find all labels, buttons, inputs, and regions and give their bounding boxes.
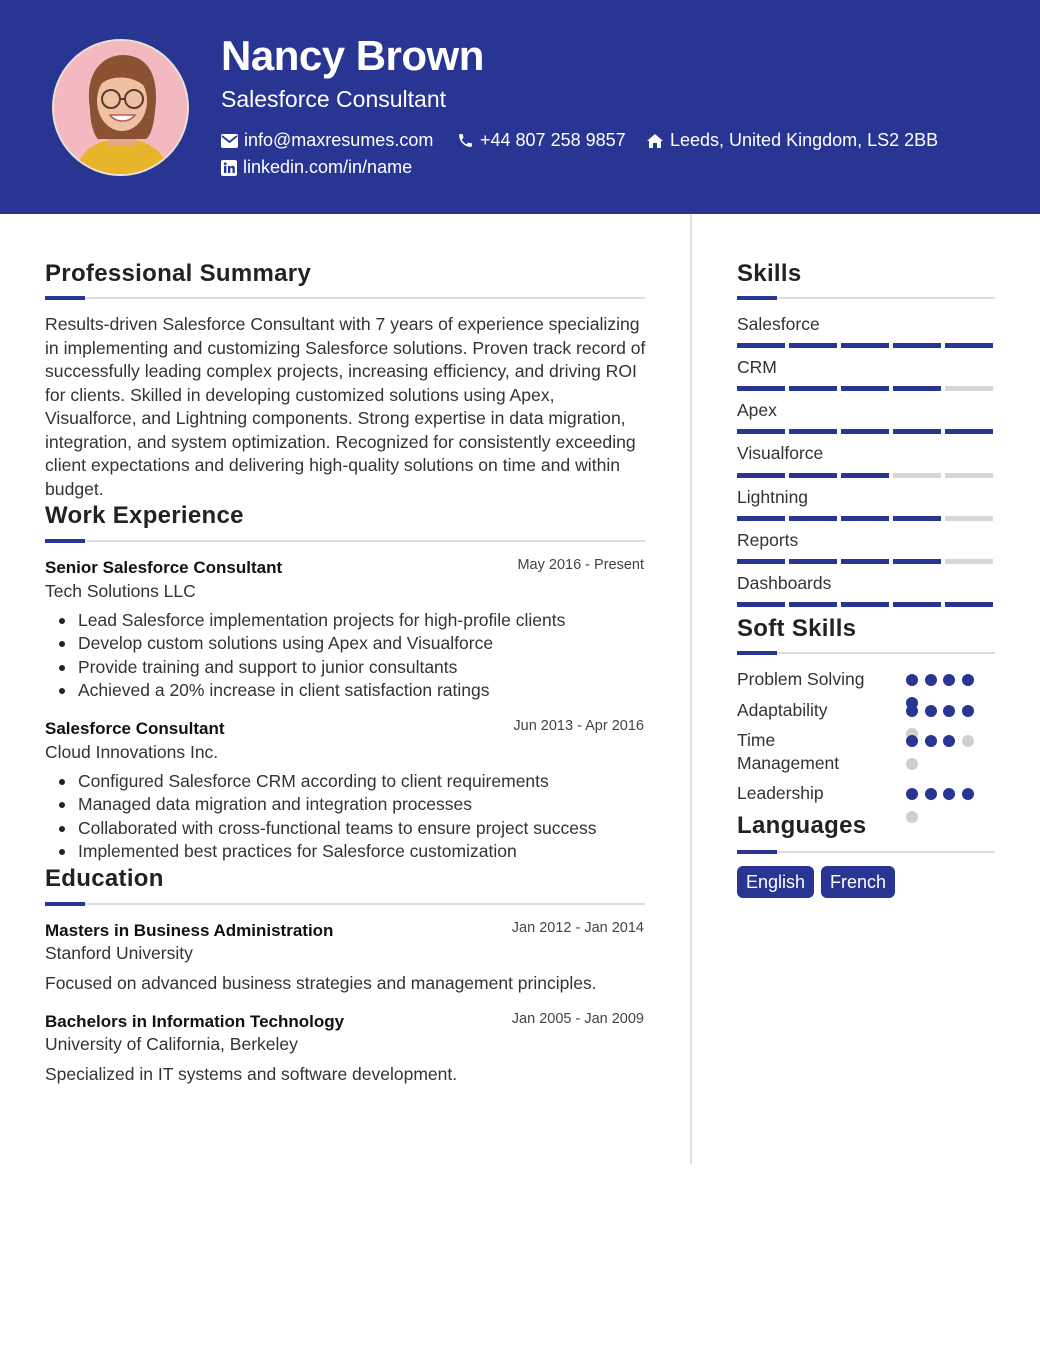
rating-dot (906, 811, 918, 823)
skill-level-segment (789, 343, 837, 348)
summary-heading: Professional Summary (45, 260, 312, 287)
list-item: Provide training and support to junior consultants (78, 656, 565, 679)
skill-level-segment (945, 343, 993, 348)
rating-dot (943, 705, 955, 717)
skill-name: CRM (737, 357, 777, 377)
skill-level-bar (737, 343, 993, 348)
job-bullets (78, 609, 565, 702)
soft-skill-name: Time Management (737, 730, 840, 773)
skill-level-segment (945, 386, 993, 391)
skill-level-segment (841, 473, 889, 478)
skills-heading-rule (737, 297, 995, 299)
phone-icon (457, 132, 474, 149)
skill-level-segment (789, 429, 837, 434)
skill-level-bar (737, 602, 993, 607)
email-text: info@maxresumes.com (244, 130, 434, 150)
education-description: Specialized in IT systems and software development. (45, 1064, 458, 1084)
job-company: Cloud Innovations Inc. (45, 742, 219, 762)
degree-dates: Jan 2005 - Jan 2009 (511, 1011, 644, 1027)
skill-level-segment (737, 516, 785, 521)
skill-level-bar (737, 429, 993, 434)
resume-header (0, 0, 1040, 214)
skill-level-bar (737, 386, 993, 391)
skill-level-segment (737, 602, 785, 607)
skill-name: Salesforce (737, 314, 820, 334)
contact-phone[interactable] (457, 130, 626, 151)
skill-level-segment (945, 473, 993, 478)
home-icon (646, 133, 664, 149)
job-dates: May 2016 - Present (517, 557, 644, 573)
job-bullets (78, 770, 596, 863)
list-item: Achieved a 20% increase in client satisfaction ratings (78, 679, 565, 702)
experience-heading: Work Experience (45, 502, 244, 529)
degree-dates: Jan 2012 - Jan 2014 (511, 920, 644, 936)
linkedin-text: linkedin.com/in/name (243, 157, 413, 177)
list-item: Develop custom solutions using Apex and Visualforce (78, 632, 565, 655)
rating-dot (943, 735, 955, 747)
envelope-icon (221, 134, 238, 148)
skill-level-segment (893, 559, 941, 564)
skill-level-segment (789, 559, 837, 564)
rating-dot (906, 758, 918, 770)
rating-dot (925, 674, 937, 686)
skill-name: Reports (737, 530, 799, 550)
education-heading: Education (45, 865, 164, 892)
school-name: Stanford University (45, 943, 193, 963)
skill-level-bar (737, 473, 993, 478)
rating-dot (943, 674, 955, 686)
linkedin-icon (221, 160, 237, 176)
skill-level-segment (789, 602, 837, 607)
list-item: Implemented best practices for Salesforce customization (78, 840, 596, 863)
job-title: Senior Salesforce Consultant (45, 558, 283, 577)
job-title: Salesforce Consultant (45, 719, 225, 738)
skill-level-segment (893, 516, 941, 521)
languages-heading-rule (737, 851, 995, 853)
skill-level-segment (737, 343, 785, 348)
rating-dot (906, 705, 918, 717)
rating-dot (925, 788, 937, 800)
list-item: Managed data migration and integration processes (78, 793, 596, 816)
education-heading-rule (45, 903, 645, 905)
person-photo-illustration (54, 41, 189, 176)
soft-skill-name: Problem Solving (737, 669, 865, 689)
skill-level-segment (841, 516, 889, 521)
location-text: Leeds, United Kingdom, LS2 2BB (670, 130, 939, 150)
candidate-name: Nancy Brown (221, 32, 484, 79)
skill-level-segment (945, 559, 993, 564)
phone-text: +44 807 258 9857 (480, 130, 626, 150)
language-badge: French (821, 866, 895, 898)
summary-text: Results-driven Salesforce Consultant with 7 years of experience specializing in implementing and customizing Salesforce solutions. Proven track record of successfully leading complex projects, increasing efficiency, and driving ROI for clients. Skilled in developing customized solutions using Apex, Visualforce, and Lightning components. Strong expertise in data migration, integration, and system optimization. Recognized for consistently exceeding client expectations and delivering high-quality solutions on time and within budget. (45, 314, 646, 499)
skill-level-segment (789, 473, 837, 478)
skill-name: Dashboards (737, 573, 832, 593)
list-item: Configured Salesforce CRM according to client requirements (78, 770, 596, 793)
job-dates: Jun 2013 - Apr 2016 (513, 718, 644, 734)
rating-dot (962, 705, 974, 717)
rating-dot (962, 735, 974, 747)
rating-dot (962, 788, 974, 800)
rating-dot (943, 788, 955, 800)
education-description: Focused on advanced business strategies and management principles. (45, 973, 597, 993)
summary-heading-rule (45, 297, 645, 299)
rating-dot (906, 735, 918, 747)
skill-name: Apex (737, 400, 777, 420)
skill-level-segment (789, 516, 837, 521)
list-item: Lead Salesforce implementation projects for high-profile clients (78, 609, 565, 632)
languages-heading: Languages (737, 812, 867, 839)
list-item: Collaborated with cross-functional teams to ensure project success (78, 817, 596, 840)
column-divider (690, 214, 692, 1164)
contact-location (646, 130, 938, 151)
rating-dot (925, 735, 937, 747)
soft-skills-heading-rule (737, 652, 995, 654)
skill-level-segment (893, 386, 941, 391)
skill-level-segment (841, 429, 889, 434)
candidate-title: Salesforce Consultant (221, 86, 447, 112)
contact-linkedin[interactable] (221, 157, 412, 178)
school-name: University of California, Berkeley (45, 1034, 298, 1054)
skill-level-segment (893, 343, 941, 348)
rating-dot (962, 674, 974, 686)
skill-level-segment (945, 429, 993, 434)
skill-level-bar (737, 516, 993, 521)
soft-skills-heading: Soft Skills (737, 615, 857, 642)
rating-dot (925, 705, 937, 717)
language-badge: English (737, 866, 814, 898)
soft-skill-name: Adaptability (737, 700, 828, 720)
skill-level-segment (893, 429, 941, 434)
contact-email[interactable] (221, 130, 433, 151)
skill-level-segment (737, 429, 785, 434)
rating-dot (906, 788, 918, 800)
skill-level-segment (945, 516, 993, 521)
skill-name: Lightning (737, 487, 809, 507)
skill-level-segment (841, 559, 889, 564)
skills-heading: Skills (737, 260, 802, 287)
skill-level-segment (789, 386, 837, 391)
skill-level-segment (737, 473, 785, 478)
skill-name: Visualforce (737, 443, 824, 463)
rating-dot (906, 674, 918, 686)
skill-level-segment (737, 386, 785, 391)
profile-photo (52, 39, 189, 176)
degree-title: Bachelors in Information Technology (45, 1012, 345, 1031)
degree-title: Masters in Business Administration (45, 921, 334, 940)
skill-level-bar (737, 559, 993, 564)
skill-level-segment (893, 473, 941, 478)
skill-level-segment (841, 343, 889, 348)
skill-level-segment (893, 602, 941, 607)
skill-level-segment (841, 386, 889, 391)
skill-level-segment (945, 602, 993, 607)
soft-skill-name: Leadership (737, 783, 824, 803)
skill-level-segment (841, 602, 889, 607)
experience-heading-rule (45, 540, 645, 542)
job-company: Tech Solutions LLC (45, 581, 196, 601)
skill-level-segment (737, 559, 785, 564)
